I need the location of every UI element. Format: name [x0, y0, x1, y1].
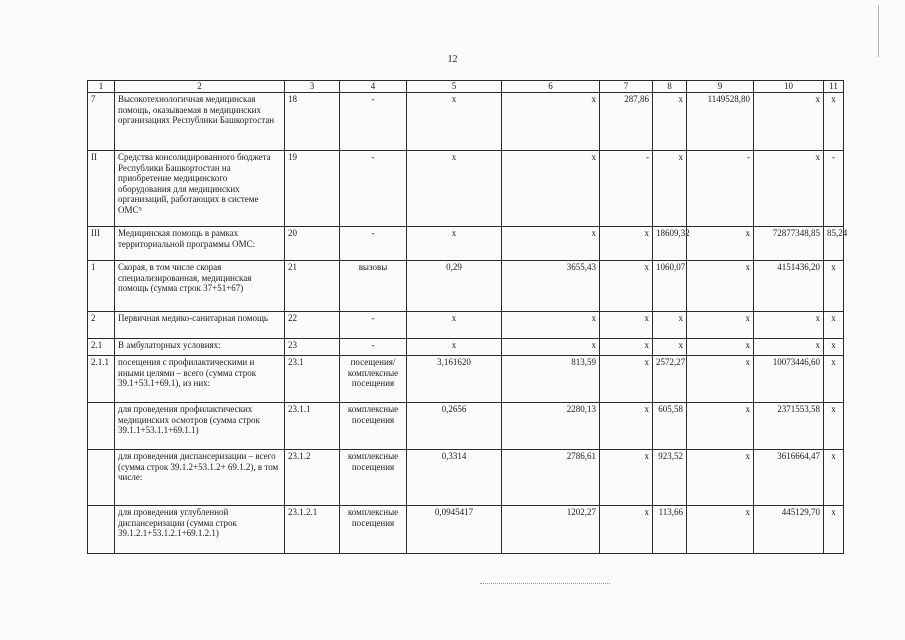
- cell-col-7: -: [600, 151, 653, 227]
- cell-col-1: 2: [88, 312, 115, 339]
- column-number: 2: [115, 81, 285, 93]
- cell-col-4: -: [340, 339, 407, 356]
- table-row: [88, 93, 844, 151]
- cell-col-7: x: [600, 339, 653, 356]
- cell-col-10: x: [754, 312, 824, 339]
- cell-col-11: x: [824, 339, 844, 356]
- cell-col-11: x: [824, 312, 844, 339]
- table-row: [88, 312, 844, 339]
- cell-col-7: x: [600, 261, 653, 312]
- cell-col-10: 3616664,47: [754, 450, 824, 506]
- cell-col-10: x: [754, 339, 824, 356]
- cell-col-4: -: [340, 227, 407, 261]
- cell-col-2: для проведения профилактических медицинских осмотров (сумма строк 39.1.1+53.1.1+69.1.1): [115, 403, 285, 450]
- cell-col-6: 3655,43: [502, 261, 600, 312]
- cell-col-5: 0,3314: [407, 450, 502, 506]
- cell-col-1: III: [88, 227, 115, 261]
- cell-col-3: 21: [285, 261, 340, 312]
- cell-col-7: 287,86: [600, 93, 653, 151]
- cell-col-3: 23.1: [285, 356, 340, 403]
- cell-col-6: x: [502, 151, 600, 227]
- cell-col-7: x: [600, 403, 653, 450]
- cell-col-1: 1: [88, 261, 115, 312]
- column-number: 6: [502, 81, 600, 93]
- cell-col-2: для проведения диспансеризации – всего (сумма строк 39.1.2+53.1.2+ 69.1.2), в том числе:: [115, 450, 285, 506]
- column-number: 5: [407, 81, 502, 93]
- cell-col-3: 23.1.1: [285, 403, 340, 450]
- cell-col-5: x: [407, 339, 502, 356]
- cell-col-5: x: [407, 93, 502, 151]
- cell-col-9: x: [687, 312, 754, 339]
- cell-col-3: 23.1.2: [285, 450, 340, 506]
- table-row: [88, 506, 844, 554]
- cell-col-5: 0,0945417: [407, 506, 502, 554]
- cell-col-9: x: [687, 356, 754, 403]
- table-row: [88, 227, 844, 261]
- cell-col-2: Первичная медико-санитарная помощь: [115, 312, 285, 339]
- scan-margin-line: [878, 5, 879, 57]
- cell-col-6: 2786,61: [502, 450, 600, 506]
- cell-col-4: вызовы: [340, 261, 407, 312]
- cell-col-8: 1060,07: [653, 261, 687, 312]
- table-row: [88, 450, 844, 506]
- cell-col-11: x: [824, 450, 844, 506]
- cell-col-1: [88, 506, 115, 554]
- cell-col-9: -: [687, 151, 754, 227]
- cell-col-2: для проведения углубленной диспансеризации (сумма строк 39.1.2.1+53.1.2.1+69.1.2.1): [115, 506, 285, 554]
- cell-col-2: Скорая, в том числе скорая специализированная, медицинская помощь (сумма строк 37+51+67): [115, 261, 285, 312]
- cell-col-11: x: [824, 403, 844, 450]
- cell-col-8: x: [653, 312, 687, 339]
- cell-col-1: 2.1.1: [88, 356, 115, 403]
- cell-col-7: x: [600, 312, 653, 339]
- cell-col-8: 113,66: [653, 506, 687, 554]
- cell-col-5: 3,161620: [407, 356, 502, 403]
- column-number: 4: [340, 81, 407, 93]
- column-number: 3: [285, 81, 340, 93]
- cell-col-11: x: [824, 261, 844, 312]
- cell-col-2: В амбулаторных условиях:: [115, 339, 285, 356]
- column-number-row: [88, 81, 844, 93]
- cell-col-9: x: [687, 227, 754, 261]
- cell-col-7: x: [600, 227, 653, 261]
- cell-col-10: 445129,70: [754, 506, 824, 554]
- cell-col-2: посещения с профилактическими и иными целями – всего (сумма строк 39.1+53.1+69.1), из них:: [115, 356, 285, 403]
- scan-artifact: [480, 583, 610, 588]
- cell-col-6: 1202,27: [502, 506, 600, 554]
- column-number: 8: [653, 81, 687, 93]
- cell-col-8: x: [653, 151, 687, 227]
- cell-col-2: Медицинская помощь в рамках территориальной программы ОМС:: [115, 227, 285, 261]
- cell-col-2: Средства консолидированного бюджета Республики Башкортостан на приобретение медицинского оборудования для медицинских организаций, работающих в системе ОМС⁹: [115, 151, 285, 227]
- cell-col-8: 605,58: [653, 403, 687, 450]
- cell-col-10: 10073446,60: [754, 356, 824, 403]
- cell-col-1: [88, 403, 115, 450]
- table-row: [88, 339, 844, 356]
- column-number: 10: [754, 81, 824, 93]
- cell-col-9: x: [687, 506, 754, 554]
- cell-col-3: 19: [285, 151, 340, 227]
- cell-col-4: комплексные посещения: [340, 450, 407, 506]
- cell-col-4: комплексные посещения: [340, 506, 407, 554]
- cell-col-10: x: [754, 93, 824, 151]
- cell-col-6: x: [502, 227, 600, 261]
- cell-col-7: x: [600, 450, 653, 506]
- cell-col-6: 813,59: [502, 356, 600, 403]
- cell-col-6: x: [502, 93, 600, 151]
- cell-col-5: 0,29: [407, 261, 502, 312]
- cell-col-8: 18609,32: [653, 227, 687, 261]
- cell-col-4: посещения/ комплексные посещения: [340, 356, 407, 403]
- cell-col-3: 20: [285, 227, 340, 261]
- cell-col-1: 7: [88, 93, 115, 151]
- cell-col-6: 2280,13: [502, 403, 600, 450]
- cell-col-5: x: [407, 312, 502, 339]
- cell-col-8: x: [653, 339, 687, 356]
- cell-col-9: x: [687, 339, 754, 356]
- cell-col-11: 85,24: [824, 227, 844, 261]
- column-number: 7: [600, 81, 653, 93]
- table-row: [88, 261, 844, 312]
- table-body: [88, 81, 848, 554]
- cell-col-2: Высокотехнологичная медицинская помощь, оказываемая в медицинских организациях Республики Башкортостан: [115, 93, 285, 151]
- cell-col-1: [88, 450, 115, 506]
- cell-col-4: комплексные посещения: [340, 403, 407, 450]
- cell-col-3: 18: [285, 93, 340, 151]
- cell-col-10: 4151436,20: [754, 261, 824, 312]
- cell-col-11: -: [824, 151, 844, 227]
- column-number: 11: [824, 81, 844, 93]
- table-row: [88, 403, 844, 450]
- cell-col-11: x: [824, 356, 844, 403]
- cell-col-9: 1149528,80: [687, 93, 754, 151]
- cell-col-9: x: [687, 403, 754, 450]
- cell-col-9: x: [687, 450, 754, 506]
- table-row: [88, 151, 844, 227]
- cell-col-3: 23.1.2.1: [285, 506, 340, 554]
- cell-col-9: x: [687, 261, 754, 312]
- cell-col-11: x: [824, 506, 844, 554]
- cell-col-8: 2572,27: [653, 356, 687, 403]
- cell-col-10: 72877348,85: [754, 227, 824, 261]
- column-number: 9: [687, 81, 754, 93]
- table-row: [88, 356, 844, 403]
- page-number: 12: [447, 54, 458, 65]
- cell-col-8: 923,52: [653, 450, 687, 506]
- cell-col-1: II: [88, 151, 115, 227]
- cell-col-7: x: [600, 356, 653, 403]
- cell-col-4: -: [340, 312, 407, 339]
- cell-col-10: x: [754, 151, 824, 227]
- cell-col-7: x: [600, 506, 653, 554]
- cell-col-11: x: [824, 93, 844, 151]
- cell-col-3: 22: [285, 312, 340, 339]
- cell-col-4: -: [340, 93, 407, 151]
- cell-col-10: 2371553,58: [754, 403, 824, 450]
- cell-col-8: x: [653, 93, 687, 151]
- budget-table: [87, 80, 848, 554]
- cell-col-3: 23: [285, 339, 340, 356]
- cell-col-6: x: [502, 312, 600, 339]
- column-number: 1: [88, 81, 115, 93]
- cell-col-5: 0,2656: [407, 403, 502, 450]
- cell-col-6: x: [502, 339, 600, 356]
- cell-col-1: 2.1: [88, 339, 115, 356]
- cell-col-5: x: [407, 151, 502, 227]
- cell-col-5: x: [407, 227, 502, 261]
- cell-col-4: -: [340, 151, 407, 227]
